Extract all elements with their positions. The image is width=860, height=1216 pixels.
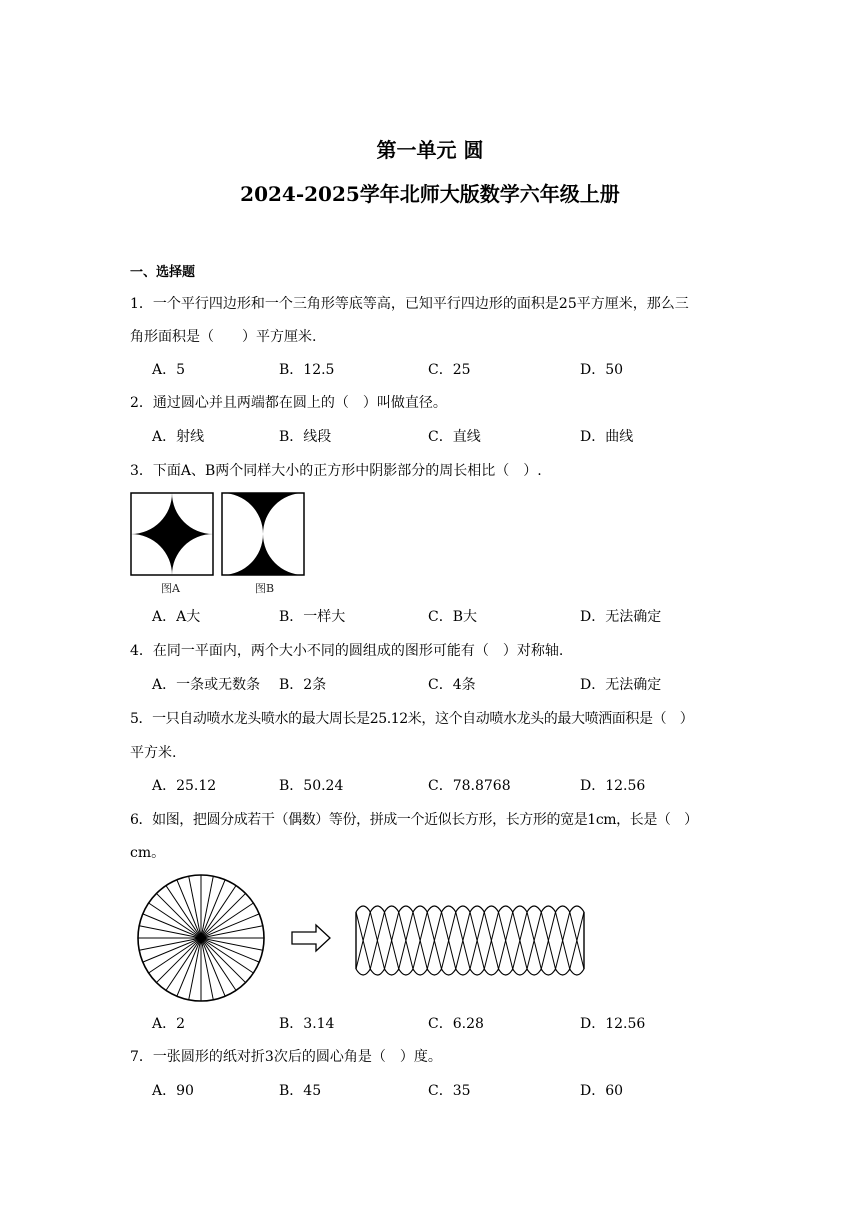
option-d: D．60 — [580, 1083, 624, 1099]
option-a: A．90 — [152, 1083, 194, 1099]
option-a: A．2 — [152, 1016, 186, 1032]
option-a: A．A大 — [152, 609, 201, 625]
question-5-text-cont: 平方米. — [130, 745, 177, 761]
question-4-text: 4．在同一平面内，两个大小不同的圆组成的图形可能有（ ）对称轴. — [130, 643, 564, 659]
question-7-text: 7．一张圆形的纸对折3次后的圆心角是（ ）度。 — [130, 1049, 442, 1065]
option-b: B．50.24 — [279, 778, 344, 794]
option-b: B．2条 — [279, 677, 327, 693]
approximate-rectangle — [356, 906, 584, 975]
sector-edge — [356, 912, 584, 969]
option-c: C．35 — [428, 1083, 471, 1099]
option-d: D．12.56 — [580, 778, 646, 794]
question-6-text: 6．如图，把圆分成若干（偶数）等份，拼成一个近似长方形，长方形的宽是1cm，长是（ ） — [130, 812, 698, 828]
question-7-options — [152, 1081, 732, 1101]
option-c: C．78.8768 — [428, 778, 511, 794]
option-d: D．无法确定 — [580, 609, 662, 625]
question-1-text: 1．一个平行四边形和一个三角形等底等高，已知平行四边形的面积是25平方厘米，那么三 — [130, 296, 689, 312]
option-c: C．B大 — [428, 609, 477, 625]
option-a: A．一条或无数条 — [152, 677, 261, 693]
option-a: A．射线 — [152, 429, 205, 445]
option-c: C．25 — [428, 362, 471, 378]
question-2-text: 2．通过圆心并且两端都在圆上的（ ）叫做直径。 — [130, 395, 447, 411]
question-6-options — [152, 1014, 732, 1034]
question-1-text-cont: 角形面积是（ ）平方厘米. — [130, 329, 317, 345]
question-5-text: 5．一只自动喷水龙头喷水的最大周长是25.12米，这个自动喷水龙头的最大喷洒面积是（ ） — [130, 711, 694, 727]
option-d: D．12.56 — [580, 1016, 646, 1032]
figure-b-label: 图B — [255, 582, 275, 595]
option-a: A．25.12 — [152, 778, 217, 794]
option-c: C．6.28 — [428, 1016, 484, 1032]
question-1-options — [152, 360, 732, 380]
option-b: B．45 — [279, 1083, 322, 1099]
page-title: 第一单元 圆 — [376, 138, 484, 162]
question-2-options — [152, 427, 732, 447]
question-5-options — [152, 776, 732, 796]
option-b: B．线段 — [279, 429, 332, 445]
figure-a-label: 图A — [161, 582, 180, 595]
option-a: A．5 — [152, 362, 186, 378]
option-d: D．50 — [580, 362, 624, 378]
question-4-options — [152, 675, 732, 695]
figure-a — [131, 493, 213, 575]
option-c: C．直线 — [428, 429, 481, 445]
question-6-text-cont: cm。 — [130, 845, 166, 861]
option-b: B．一样大 — [279, 609, 346, 625]
divided-circle — [138, 875, 264, 1001]
question-3-text: 3．下面A、B两个同样大小的正方形中阴影部分的周长相比（ ）. — [130, 463, 542, 479]
circle-to-rectangle-figure — [128, 874, 588, 1006]
section-heading: 一、选择题 — [130, 265, 196, 280]
figure-b — [222, 493, 304, 575]
question-3-options — [152, 607, 732, 627]
option-b: B．3.14 — [279, 1016, 335, 1032]
option-b: B．12.5 — [279, 362, 335, 378]
scallop-edge — [356, 906, 584, 912]
square-shading-figure — [130, 492, 306, 598]
sector-edge — [356, 912, 584, 969]
scallop-edge — [356, 969, 584, 975]
page-subtitle: 2024-2025学年北师大版数学六年级上册 — [240, 182, 620, 206]
option-c: C．4条 — [428, 677, 476, 693]
option-d: D．无法确定 — [580, 677, 662, 693]
option-d: D．曲线 — [580, 429, 634, 445]
arrow-icon — [292, 925, 330, 951]
